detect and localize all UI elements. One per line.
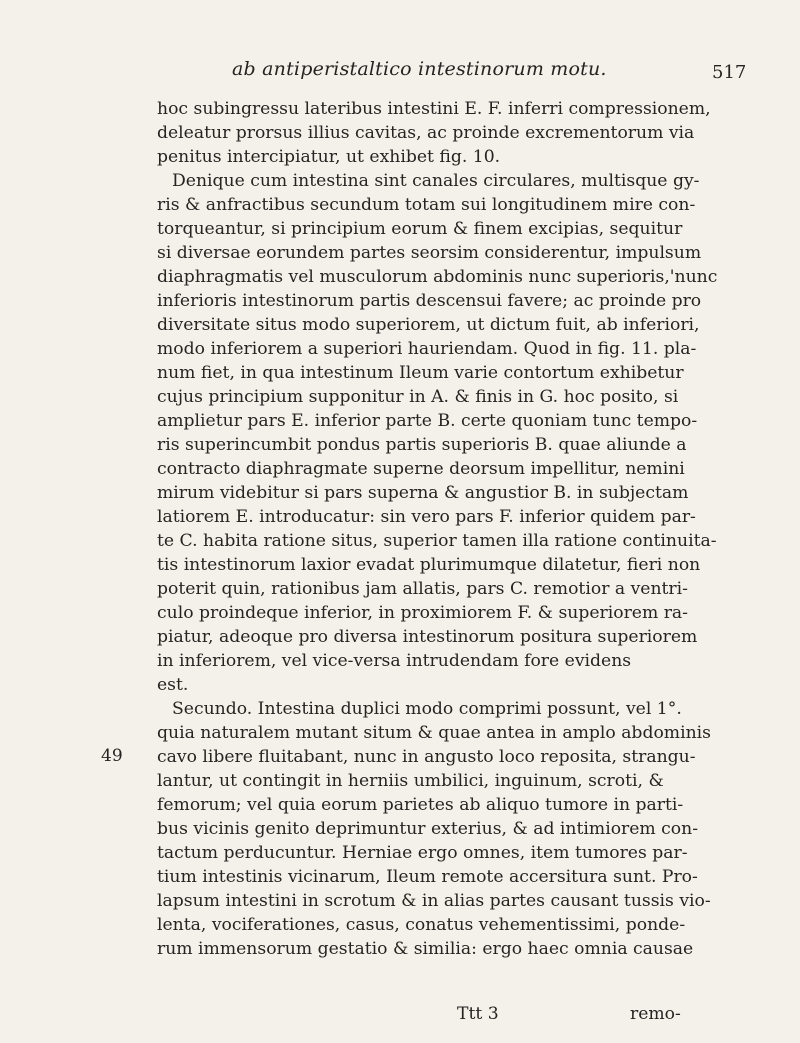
text-line: lenta, vociferationes, casus, conatus vehementissimi, ponde- (157, 915, 686, 935)
text-line: modo inferiorem a superiori hauriendam. Quod in fig. 11. pla- (157, 339, 697, 359)
text-line: num fiet, in qua intestinum Ileum varie contortum exhibetur (157, 363, 684, 383)
text-line: deleatur prorsus illius cavitas, ac proinde excrementorum via (157, 123, 695, 143)
text-line: lapsum intestini in scrotum & in alias partes causant tussis vio- (157, 891, 711, 911)
text-line: penitus intercipiatur, ut exhibet fig. 10. (157, 147, 501, 167)
text-line: amplietur pars E. inferior parte B. certe quoniam tunc tempo- (157, 411, 698, 431)
text-line: tactum perducuntur. Herniae ergo omnes, item tumores par- (157, 843, 688, 863)
text-line: quia naturalem mutant situm & quae antea in amplo abdominis (157, 723, 711, 743)
text-line: ris superincumbit pondus partis superioris B. quae aliunde a (157, 435, 687, 455)
text-line: lantur, ut contingit in herniis umbilici, inguinum, scroti, & (157, 771, 664, 791)
text-line: latiorem E. introducatur: sin vero pars F. inferior quidem par- (157, 507, 696, 527)
text-line: cujus principium supponitur in A. & finis in G. hoc posito, si (157, 387, 679, 407)
text-line: rum immensorum gestatio & similia: ergo haec omnia causae (157, 939, 694, 959)
text-line: in inferiorem, vel vice-versa intrudendam fore evidens (157, 651, 632, 671)
text-line: contracto diaphragmate superne deorsum impellitur, nemini (157, 459, 685, 479)
text-line: diversitate situs modo superiorem, ut dictum fuit, ab inferiori, (157, 315, 700, 335)
text-line: cavo libere fluitabant, nunc in angusto loco reposita, strangu- (157, 747, 696, 767)
text-line: Secundo. Intestina duplici modo comprimi possunt, vel 1°. (172, 699, 682, 719)
text-line: tium intestinis vicinarum, Ileum remote accersitura sunt. Pro- (157, 867, 698, 887)
text-line: Denique cum intestina sint canales circulares, multisque gy- (172, 171, 700, 191)
text-line: torqueantur, si principium eorum & finem excipias, sequitur (157, 219, 683, 239)
text-line: hoc subingressu lateribus intestini E. F. inferri compressionem, (157, 99, 711, 119)
text-line: culo proindeque inferior, in proximiorem F. & superiorem ra- (157, 603, 688, 623)
margin-section-number: 49 (101, 746, 123, 766)
text-line: mirum videbitur si pars superna & angustior B. in subjectam (157, 483, 689, 503)
text-line: poterit quin, rationibus jam allatis, pars C. remotior a ventri- (157, 579, 688, 599)
text-line: tis intestinorum laxior evadat plurimumque dilatetur, fieri non (157, 555, 701, 575)
text-line: inferioris intestinorum partis descensui favere; ac proinde pro (157, 291, 702, 311)
text-line: te C. habita ratione situs, superior tamen illa ratione continuita- (157, 531, 717, 551)
text-line: est. (157, 675, 189, 695)
text-line: ris & anfractibus secundum totam sui longitudinem mire con- (157, 195, 696, 215)
text-line: diaphragmatis vel musculorum abdominis nunc superioris,'nunc (157, 267, 718, 287)
text-line: bus vicinis genito deprimuntur exterius, & ad intimiorem con- (157, 819, 699, 839)
text-line: femorum; vel quia eorum parietes ab aliquo tumore in parti- (157, 795, 684, 815)
running-title: ab antiperistaltico intestinorum motu. (232, 58, 607, 80)
text-line: si diversae eorundem partes seorsim considerentur, impulsum (157, 243, 702, 263)
page-number: 517 (712, 62, 747, 83)
signature-mark: Ttt 3 (457, 1004, 499, 1024)
text-line: piatur, adeoque pro diversa intestinorum positura superiorem (157, 627, 698, 647)
catchword: remo- (630, 1004, 681, 1024)
